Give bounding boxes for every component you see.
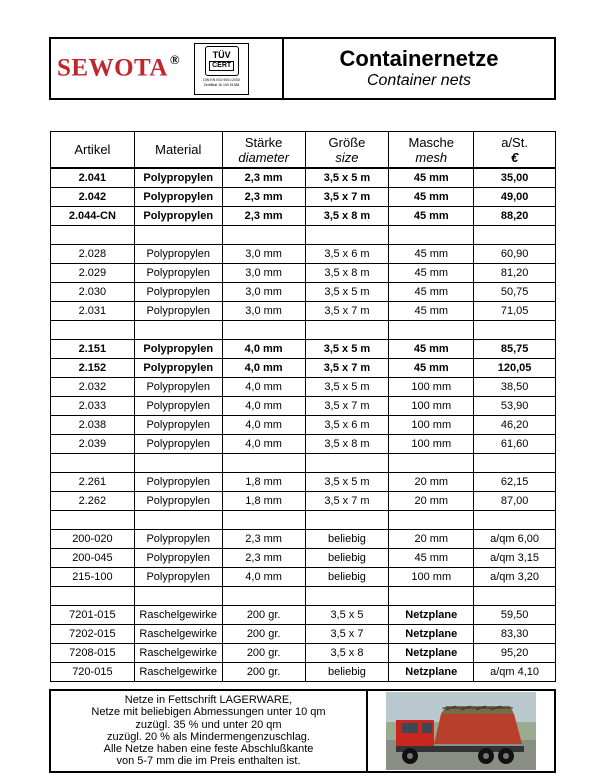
table-cell: 2.030 [51,283,135,302]
table-cell: 200-045 [51,549,135,568]
table-cell: Polypropylen [134,264,222,283]
table-row [51,625,556,644]
table-cell: 2.032 [51,378,135,397]
table-cell: 3,5 x 6 m [305,416,389,435]
table-cell: beliebig [305,663,389,682]
table-cell: 3,0 mm [222,245,305,264]
table-cell: 100 mm [389,416,474,435]
table-cell: Polypropylen [134,188,222,207]
table-cell: 45 mm [389,168,474,188]
table-cell: 4,0 mm [222,397,305,416]
table-cell: Polypropylen [134,359,222,378]
column-header: Stärke diameter [222,132,305,169]
table-cell: 3,5 x 8 m [305,435,389,454]
table-cell: 45 mm [389,207,474,226]
table-row [51,168,556,188]
table-cell: beliebig [305,530,389,549]
table-cell: 81,20 [474,264,556,283]
table-cell: 100 mm [389,568,474,587]
table-cell: 2,3 mm [222,530,305,549]
table-cell: 45 mm [389,359,474,378]
table-cell: Polypropylen [134,302,222,321]
table-cell: 83,30 [474,625,556,644]
table-row [51,207,556,226]
table-cell: 4,0 mm [222,340,305,359]
column-header: Größe size [305,132,389,169]
table-cell: Raschelgewirke [134,663,222,682]
table-cell: Netzplane [389,663,474,682]
table-cell: 3,5 x 5 m [305,340,389,359]
table-cell: 7201-015 [51,606,135,625]
footer-note-line: von 5-7 mm die im Preis enthalten ist. [116,755,301,768]
price-table [50,131,556,682]
table-cell: 3,5 x 8 [305,644,389,663]
table-row [51,549,556,568]
table-cell: Polypropylen [134,207,222,226]
table-cell: Raschelgewirke [134,606,222,625]
table-cell: 2,3 mm [222,188,305,207]
table-cell: 3,5 x 5 m [305,168,389,188]
table-cell: beliebig [305,549,389,568]
table-cell: 85,75 [474,340,556,359]
table-cell: Raschelgewirke [134,644,222,663]
table-cell: 3,0 mm [222,283,305,302]
column-header: Artikel [51,132,135,169]
table-cell: 200-020 [51,530,135,549]
table-cell: Polypropylen [134,530,222,549]
footer-note-line: Netze in Fettschrift LAGERWARE, [124,694,293,706]
table-cell: 49,00 [474,188,556,207]
table-cell: 2.028 [51,245,135,264]
spacer-row [51,454,556,473]
table-cell: 2.261 [51,473,135,492]
page-subtitle: Container nets [366,71,472,89]
table-cell: 120,05 [474,359,556,378]
table-cell: 200 gr. [222,663,305,682]
footer-box [49,689,556,773]
logo-area [51,39,284,98]
table-cell: Polypropylen [134,473,222,492]
table-cell: 62,15 [474,473,556,492]
table-cell: 2.042 [51,188,135,207]
table-cell: 38,50 [474,378,556,397]
table-cell: 7208-015 [51,644,135,663]
table-cell: 4,0 mm [222,378,305,397]
table-cell: 87,00 [474,492,556,511]
table-cell: 45 mm [389,340,474,359]
table-row [51,644,556,663]
table-cell: Polypropylen [134,283,222,302]
table-cell: 100 mm [389,397,474,416]
table-cell: Polypropylen [134,435,222,454]
table-cell: 45 mm [389,302,474,321]
table-cell: 2,3 mm [222,207,305,226]
table-cell: 2.033 [51,397,135,416]
table-row [51,492,556,511]
table-cell: 59,50 [474,606,556,625]
table-cell: 3,5 x 6 m [305,245,389,264]
table-cell: a/qm 4,10 [474,663,556,682]
table-cell: Netzplane [389,644,474,663]
table-cell: 3,5 x 7 m [305,397,389,416]
table-row [51,188,556,207]
table-cell: a/qm 6,00 [474,530,556,549]
table-cell: 720-015 [51,663,135,682]
table-cell: 100 mm [389,435,474,454]
table-cell: Polypropylen [134,568,222,587]
table-cell: 46,20 [474,416,556,435]
table-cell: 4,0 mm [222,435,305,454]
table-cell: 3,5 x 8 m [305,264,389,283]
footer-note-line: zuzügl. 20 % als Mindermengenzuschlag. [106,730,310,743]
column-header: Material [134,132,222,169]
table-cell: 2.039 [51,435,135,454]
table-cell: 2.031 [51,302,135,321]
table-cell: 3,5 x 5 m [305,378,389,397]
table-cell: 2.038 [51,416,135,435]
table-cell: a/qm 3,15 [474,549,556,568]
table-row [51,663,556,682]
table-cell: 45 mm [389,188,474,207]
table-cell: Netzplane [389,606,474,625]
table-row [51,568,556,587]
table-cell: 45 mm [389,549,474,568]
table-cell: 4,0 mm [222,568,305,587]
table-row [51,340,556,359]
table-cell: 45 mm [389,264,474,283]
table-cell: beliebig [305,568,389,587]
table-cell: Raschelgewirke [134,625,222,644]
table-cell: 3,5 x 7 m [305,302,389,321]
table-cell: 200 gr. [222,644,305,663]
table-cell: 45 mm [389,245,474,264]
table-cell: 3,5 x 5 m [305,283,389,302]
table-cell: a/qm 3,20 [474,568,556,587]
footer-note-line: Netze mit beliebigen Abmessungen unter 10 qm [91,706,326,719]
table-cell: 4,0 mm [222,416,305,435]
table-cell: Netzplane [389,625,474,644]
table-cell: 1,8 mm [222,473,305,492]
table-cell: Polypropylen [134,340,222,359]
page-title: Containernetze [339,45,499,71]
table-cell: 3,5 x 8 m [305,207,389,226]
table-cell: 2.152 [51,359,135,378]
table-cell: 3,5 x 7 [305,625,389,644]
table-row [51,606,556,625]
table-cell: Polypropylen [134,245,222,264]
table-cell: 35,00 [474,168,556,188]
table-row [51,473,556,492]
table-cell: 53,90 [474,397,556,416]
table-cell: 3,0 mm [222,264,305,283]
spacer-row [51,226,556,245]
table-cell: 95,20 [474,644,556,663]
table-cell: 88,20 [474,207,556,226]
table-cell: 200 gr. [222,606,305,625]
tuv-cert-icon: TÜV CERT [205,46,239,76]
table-row [51,302,556,321]
table-cell: 4,0 mm [222,359,305,378]
footer-note-line: zuzügl. 35 % und unter 20 qm [135,718,282,731]
skip-truck-image [386,692,536,770]
table-cell: 2,3 mm [222,549,305,568]
tuv-cert-badge: TÜV CERT DIN EN ISO 9001:2000 Zertifikat 15 100 51384 [194,43,249,95]
brand-logo: SEWOTA ® [57,52,181,82]
column-header: a/St. € [474,132,556,169]
table-row [51,397,556,416]
spacer-row [51,321,556,340]
table-cell: Polypropylen [134,397,222,416]
page-header [49,37,556,100]
table-cell: 60,90 [474,245,556,264]
table-cell: 20 mm [389,492,474,511]
spacer-row [51,511,556,530]
table-cell: 2.029 [51,264,135,283]
table-row [51,245,556,264]
table-cell: 2,3 mm [222,168,305,188]
table-row [51,416,556,435]
table-cell: 50,75 [474,283,556,302]
title-area [284,39,554,98]
table-header-row [51,132,556,169]
table-cell: 2.262 [51,492,135,511]
table-cell: 7202-015 [51,625,135,644]
table-cell: 3,5 x 5 [305,606,389,625]
table-cell: 215-100 [51,568,135,587]
table-cell: Polypropylen [134,168,222,188]
table-row [51,378,556,397]
table-cell: 2.044-CN [51,207,135,226]
table-row [51,359,556,378]
table-cell: 3,5 x 5 m [305,473,389,492]
footer-note [51,691,368,771]
table-cell: 200 gr. [222,625,305,644]
table-row [51,530,556,549]
footer-note-line: Alle Netze haben eine feste Abschlußkante [103,743,314,756]
table-cell: 100 mm [389,378,474,397]
column-header: Masche mesh [389,132,474,169]
table-cell: 71,05 [474,302,556,321]
table-cell: 3,5 x 7 m [305,359,389,378]
table-row [51,283,556,302]
table-cell: 2.041 [51,168,135,188]
table-cell: 61,60 [474,435,556,454]
table-cell: Polypropylen [134,416,222,435]
table-cell: 20 mm [389,530,474,549]
table-row [51,435,556,454]
table-cell: 3,5 x 7 m [305,188,389,207]
table-row [51,264,556,283]
spacer-row [51,587,556,606]
table-cell: 45 mm [389,283,474,302]
truck-photo [368,691,554,771]
table-cell: Polypropylen [134,492,222,511]
table-cell: 1,8 mm [222,492,305,511]
table-cell: 3,0 mm [222,302,305,321]
table-cell: Polypropylen [134,549,222,568]
table-cell: 20 mm [389,473,474,492]
table-cell: Polypropylen [134,378,222,397]
table-cell: 3,5 x 7 m [305,492,389,511]
table-cell: 2.151 [51,340,135,359]
